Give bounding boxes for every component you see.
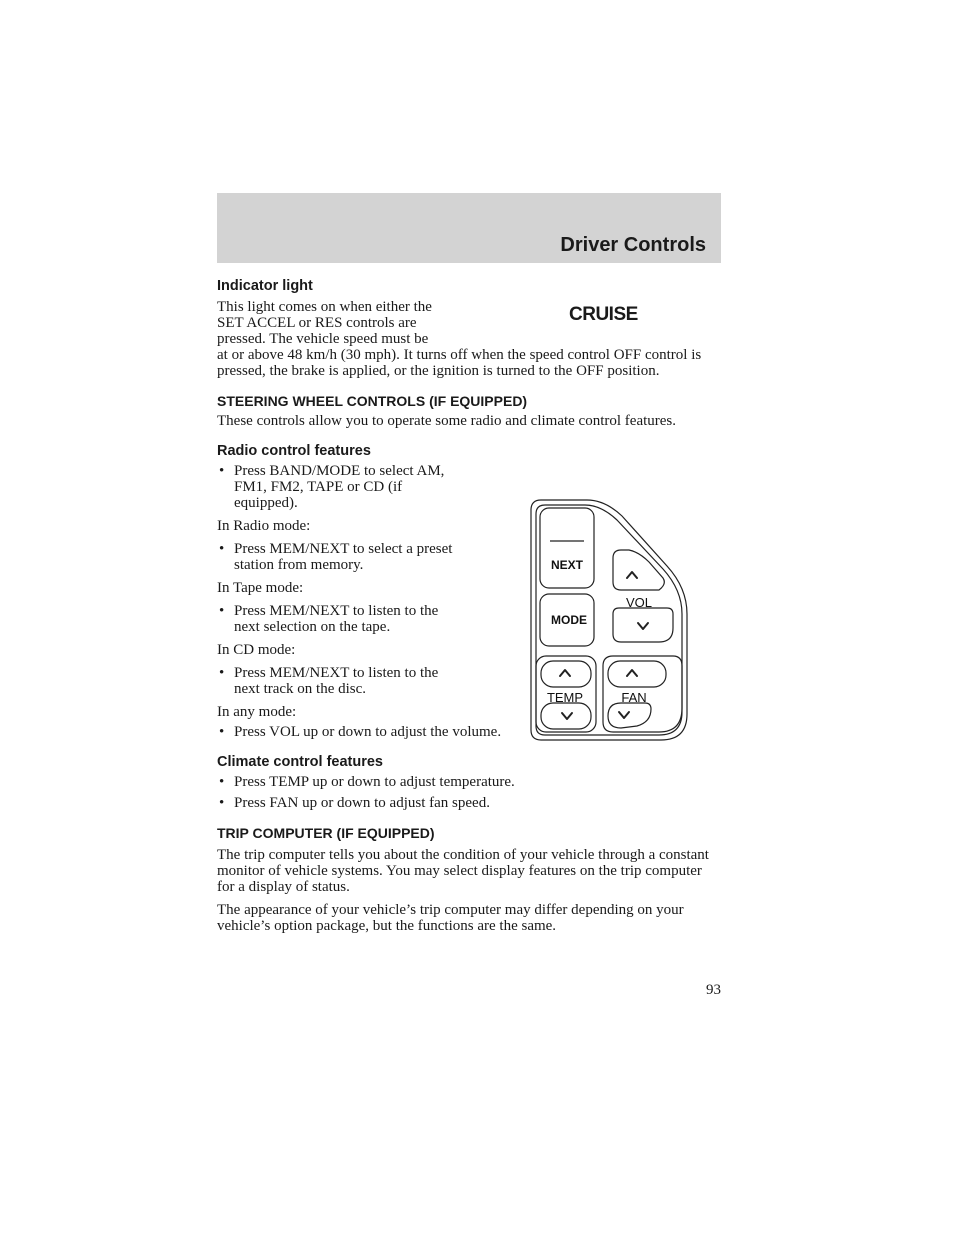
list-item: • Press TEMP up or down to adjust temperature. [217,774,722,790]
list-item: • Press BAND/MODE to select AM, FM1, FM2, TAPE or CD (if equipped). [217,463,467,511]
header-band [217,193,721,263]
indicator-line-1: This light comes on when either the [217,299,432,315]
list-item: • Press MEM/NEXT to listen to the next selection on the tape. [217,603,467,635]
steering-heading: STEERING WHEEL CONTROLS (IF EQUIPPED) [217,393,528,409]
vol-up-arrow-icon [627,572,637,578]
any-mode-label: In any mode: [217,704,297,720]
fan-up-button [608,661,666,687]
radio-heading: Radio control features [217,443,371,459]
climate-heading: Climate control features [217,754,383,770]
indicator-text: at or above 48 km/h (30 mph). It turns off when the speed control OFF control is pressed, the brake is applied, or the ignition is turned to the OFF position. [217,347,702,379]
fan-down-button [608,703,651,728]
temp-down-button [541,703,591,729]
page-number: 93 [706,982,721,998]
cruise-indicator-symbol: CRUISE [569,304,638,325]
trip-heading: TRIP COMPUTER (IF EQUIPPED) [217,825,435,841]
list-item: • Press MEM/NEXT to select a preset station from memory. [217,541,467,573]
fan-label: FAN [621,690,647,705]
page-title: Driver Controls [560,234,706,256]
vol-down-button [613,608,673,642]
vol-label: VOL [625,595,653,610]
trip-paragraph-1: The trip computer tells you about the condition of your vehicle through a constant monitor of vehicle systems. You may select display features on the trip computer for a display of status. [217,847,709,895]
indicator-line-3: pressed. The vehicle speed must be [217,331,429,347]
vol-down-arrow-icon [638,623,648,629]
radio-mode-label: In Radio mode: [217,518,311,534]
steering-text: These controls allow you to operate some radio and climate control features. [217,413,677,429]
indicator-heading: Indicator light [217,278,313,294]
temp-down-arrow-icon [562,713,572,719]
radio-list-band [217,463,467,511]
indicator-line-2: SET ACCEL or RES controls are [217,315,417,331]
indicator-section [217,276,722,379]
trip-paragraph-2: The appearance of your vehicle’s trip computer may differ depending on your vehicle’s option package, but the functions are the same. [217,902,684,934]
steering-wheel-controls-diagram [527,496,692,746]
fan-down-arrow-icon [619,712,629,718]
tape-mode-label: In Tape mode: [217,580,304,596]
fan-up-arrow-icon [627,670,637,676]
list-item: • Press FAN up or down to adjust fan speed. [217,795,722,811]
next-button [540,508,594,588]
next-label: NEXT [550,558,584,572]
temp-up-button [541,661,591,687]
temp-up-arrow-icon [560,670,570,676]
cd-mode-label: In CD mode: [217,642,296,658]
list-item: • Press MEM/NEXT to listen to the next track on the disc. [217,665,467,697]
mode-label: MODE [551,613,587,627]
list-item: • Press VOL up or down to adjust the volume. [217,724,722,740]
temp-label: TEMP [546,690,584,705]
vol-up-button [613,550,664,590]
